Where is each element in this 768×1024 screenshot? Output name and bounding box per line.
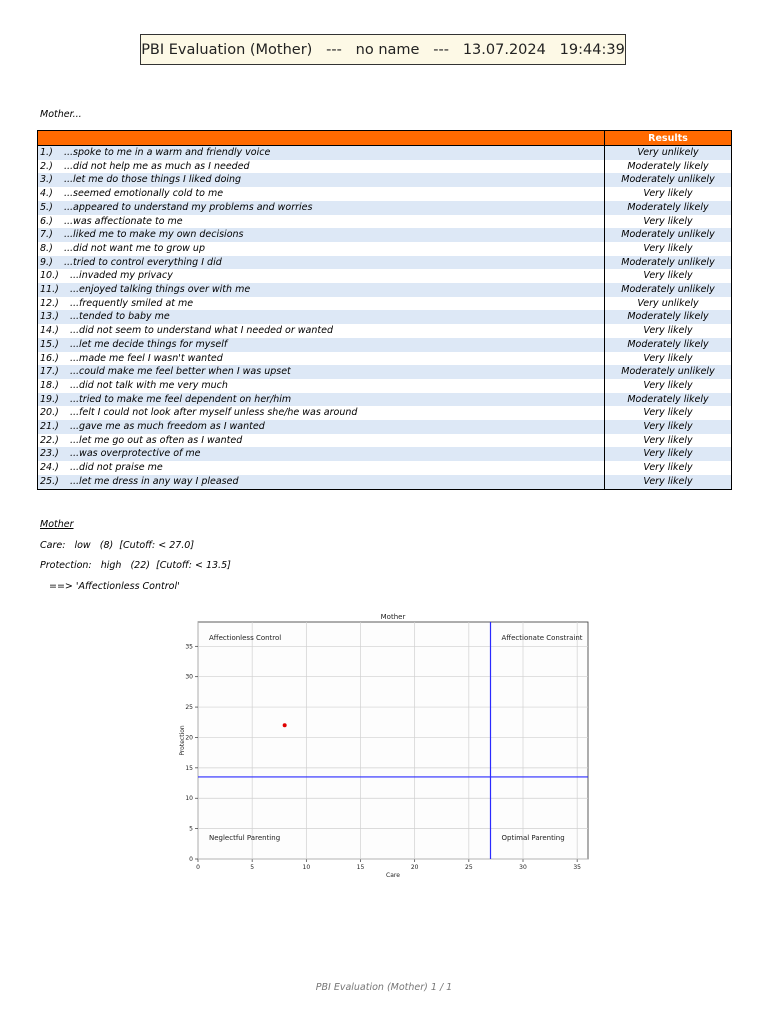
result-cell: Moderately unlikely [605, 228, 732, 242]
result-cell: Moderately unlikely [605, 256, 732, 270]
table-row [38, 434, 732, 448]
result-cell: Very likely [643, 188, 693, 200]
result-cell: Moderately likely [627, 160, 709, 172]
parenting-chart [176, 608, 596, 878]
question-text: ...could make me feel better when I was upset [70, 366, 291, 378]
question-cell [38, 228, 605, 242]
table-row [38, 269, 732, 283]
question-cell [38, 365, 605, 379]
question-text: ...did not help me as much as I needed [64, 160, 250, 172]
care-score: Care: low (8) [Cutoff: < 27.0] [40, 540, 195, 551]
x-tick-label: 5 [250, 864, 255, 871]
question-cell [38, 447, 605, 461]
table-row [38, 297, 732, 311]
question-cell [38, 242, 605, 256]
table-row [38, 215, 732, 229]
question-cell [38, 324, 605, 338]
question-text: ...tried to make me feel dependent on her/him [70, 393, 292, 405]
result-cell: Moderately likely [605, 338, 732, 352]
result-cell: Very likely [643, 242, 693, 254]
table-row [38, 146, 732, 160]
chart-svg [176, 608, 596, 878]
question-cell [38, 310, 605, 324]
table-row [38, 201, 732, 215]
question-text: ...liked me to make my own decisions [64, 229, 244, 241]
question-cell [38, 201, 605, 215]
y-tick-label: 35 [185, 643, 193, 651]
question-number: 11.) [40, 284, 59, 296]
y-tick-label: 10 [185, 795, 193, 803]
result-cell: Very likely [643, 407, 693, 419]
y-tick-label: 15 [185, 764, 193, 772]
question-text: ...invaded my privacy [70, 270, 173, 282]
result-cell: Very likely [643, 379, 693, 391]
report-title: PBI Evaluation (Mother) --- no name --- 13.07.2024 19:44:39 [140, 34, 626, 65]
question-text: ...tried to control everything I did [64, 256, 222, 268]
result-cell: Very likely [643, 215, 693, 227]
conclusion: ==> 'Affectionless Control' [49, 581, 180, 592]
result-cell: Moderately likely [605, 201, 732, 215]
question-cell [38, 434, 605, 448]
table-row [38, 420, 732, 434]
table-row [38, 393, 732, 407]
question-text: ...seemed emotionally cold to me [64, 188, 224, 200]
question-text: ...did not want me to grow up [64, 242, 205, 254]
result-cell: Very likely [643, 352, 693, 364]
table-row [38, 242, 732, 256]
x-tick-label: 10 [302, 864, 311, 871]
question-number: 24.) [40, 462, 59, 474]
question-cell [38, 146, 605, 160]
question-number: 1.) [40, 147, 53, 158]
question-cell [38, 256, 605, 270]
table-row [38, 447, 732, 461]
question-text: ...gave me as much freedom as I wanted [70, 421, 265, 433]
question-text: ...was affectionate to me [64, 215, 183, 227]
x-tick-label: 35 [573, 864, 581, 871]
result-cell: Very likely [643, 462, 693, 474]
y-tick-label: 5 [189, 825, 193, 833]
question-text: ...did not talk with me very much [70, 379, 228, 391]
y-tick-label: 25 [185, 704, 193, 712]
protection-score: Protection: high (22) [Cutoff: < 13.5] [40, 560, 231, 571]
question-text: ...spoke to me in a warm and friendly voice [64, 147, 271, 158]
question-number: 9.) [40, 256, 53, 268]
question-number: 19.) [40, 393, 59, 405]
quadrant-label-bottom-right: Optimal Parenting [501, 834, 565, 842]
result-cell: Very unlikely [637, 297, 699, 309]
question-cell [38, 475, 605, 489]
question-cell [38, 461, 605, 475]
question-cell [38, 420, 605, 434]
question-cell [38, 393, 605, 407]
x-tick-label: 30 [519, 864, 527, 871]
quadrant-label-top-left: Affectionless Control [209, 634, 282, 642]
question-cell [38, 406, 605, 420]
question-cell [38, 297, 605, 311]
y-tick-label: 20 [185, 734, 193, 742]
question-number: 7.) [40, 229, 53, 241]
table-row [38, 228, 732, 242]
table-row [38, 461, 732, 475]
question-text: ...let me go out as often as I wanted [70, 434, 243, 446]
y-axis-label: Protection [179, 725, 186, 756]
y-tick-label: 0 [189, 856, 193, 863]
data-point [283, 723, 287, 727]
table-row [38, 310, 732, 324]
question-number: 22.) [40, 434, 59, 446]
result-cell: Very likely [643, 270, 693, 282]
table-row [38, 187, 732, 201]
results-header: Results [605, 131, 732, 146]
question-number: 8.) [40, 242, 53, 254]
quadrant-label-bottom-left: Neglectful Parenting [209, 834, 281, 842]
question-text: ...enjoyed talking things over with me [70, 284, 251, 296]
question-text: ...was overprotective of me [70, 448, 201, 460]
x-axis-label: Care [386, 872, 400, 878]
question-text: ...frequently smiled at me [70, 297, 194, 309]
question-number: 10.) [40, 270, 59, 282]
question-text: ...let me decide things for myself [70, 338, 228, 350]
question-header [38, 131, 605, 146]
question-cell [38, 352, 605, 366]
question-text: ...let me do those things I liked doing [64, 174, 242, 186]
result-cell: Very unlikely [605, 146, 732, 160]
question-number: 18.) [40, 379, 59, 391]
table-row [38, 406, 732, 420]
chart-title: Mother [380, 613, 406, 621]
question-number: 4.) [40, 188, 53, 200]
table-row [38, 283, 732, 297]
question-text: ...made me feel I wasn't wanted [70, 352, 223, 364]
question-cell [38, 215, 605, 229]
question-number: 13.) [40, 311, 59, 323]
table-row [38, 324, 732, 338]
table-row [38, 256, 732, 270]
result-cell: Very likely [643, 434, 693, 446]
y-tick-label: 30 [185, 673, 193, 681]
question-text: ...appeared to understand my problems and worries [64, 201, 313, 213]
result-cell: Very likely [643, 325, 693, 337]
result-cell: Moderately unlikely [605, 283, 732, 297]
question-number: 25.) [40, 475, 59, 487]
table-row [38, 173, 732, 187]
question-cell [38, 187, 605, 201]
question-number: 17.) [40, 366, 59, 378]
question-number: 15.) [40, 338, 59, 350]
question-cell [38, 379, 605, 393]
table-header-row [38, 131, 732, 146]
items-table [37, 130, 732, 490]
question-cell [38, 269, 605, 283]
question-number: 23.) [40, 448, 59, 460]
question-text: ...did not praise me [70, 462, 163, 474]
result-cell: Moderately likely [605, 310, 732, 324]
question-number: 6.) [40, 215, 53, 227]
page-footer: PBI Evaluation (Mother) 1 / 1 [315, 982, 453, 993]
result-cell: Moderately likely [605, 393, 732, 407]
table-row [38, 352, 732, 366]
table-row [38, 160, 732, 174]
result-cell: Very likely [605, 420, 732, 434]
table-intro: Mother... [40, 109, 82, 120]
x-tick-label: 15 [356, 864, 365, 871]
x-tick-label: 0 [196, 864, 200, 871]
table-row [38, 475, 732, 489]
question-number: 16.) [40, 352, 59, 364]
result-cell: Very likely [605, 475, 732, 489]
question-number: 21.) [40, 421, 59, 433]
table-row [38, 365, 732, 379]
question-text: ...tended to baby me [70, 311, 170, 323]
question-cell [38, 160, 605, 174]
summary-heading: Mother [40, 519, 74, 530]
quadrant-label-top-right: Affectionate Constraint [501, 634, 583, 642]
result-cell: Very likely [605, 447, 732, 461]
table-row [38, 338, 732, 352]
result-cell: Moderately unlikely [605, 365, 732, 379]
question-text: ...let me dress in any way I pleased [70, 475, 239, 487]
plot-area [198, 622, 588, 859]
question-cell [38, 338, 605, 352]
question-cell [38, 173, 605, 187]
question-number: 2.) [40, 160, 53, 172]
question-number: 20.) [40, 407, 59, 419]
question-text: ...felt I could not look after myself unless she/he was around [70, 407, 358, 419]
x-tick-label: 20 [410, 864, 419, 871]
x-tick-label: 25 [465, 864, 473, 871]
question-text: ...did not seem to understand what I needed or wanted [70, 325, 333, 337]
question-number: 14.) [40, 325, 59, 337]
question-number: 5.) [40, 201, 53, 213]
question-cell [38, 283, 605, 297]
question-number: 12.) [40, 297, 59, 309]
table-row [38, 379, 732, 393]
question-number: 3.) [40, 174, 53, 186]
result-cell: Moderately unlikely [605, 173, 732, 187]
